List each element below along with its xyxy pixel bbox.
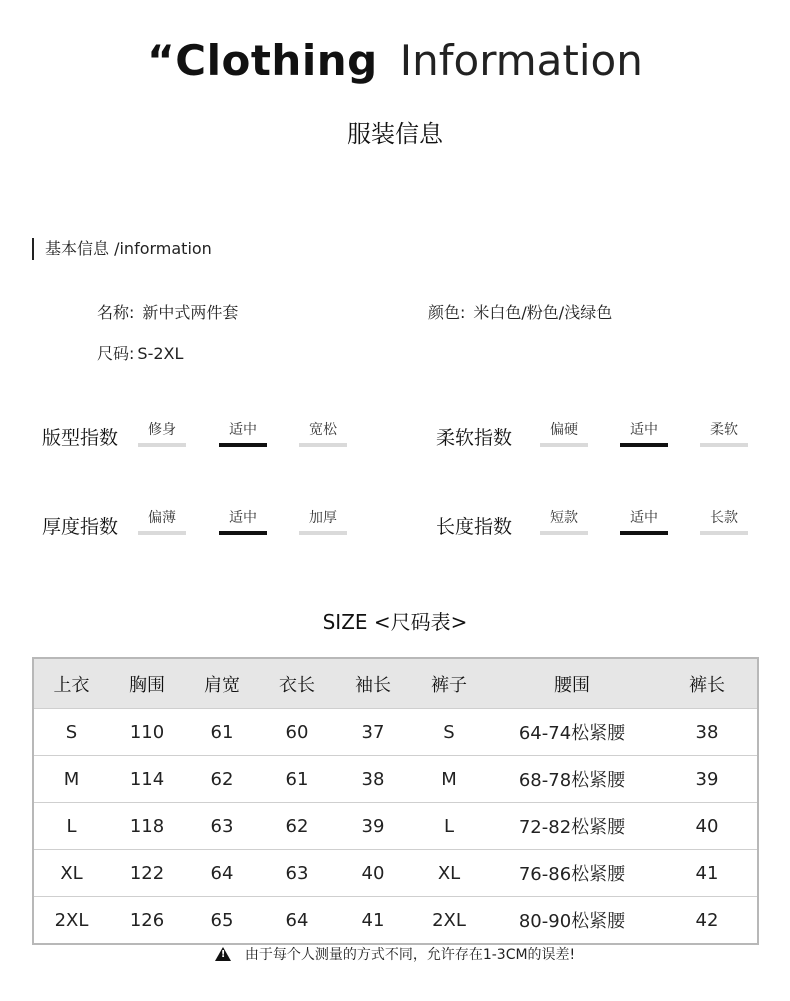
warning-triangle-icon bbox=[215, 947, 231, 961]
softness-index-label: 柔软指数 bbox=[436, 427, 513, 449]
table-cell: 126 bbox=[109, 897, 185, 945]
option-bar bbox=[620, 443, 668, 447]
color-value: 米白色/粉色/浅绿色 bbox=[473, 303, 613, 322]
table-cell: 65 bbox=[185, 897, 259, 945]
option-bar bbox=[219, 443, 267, 447]
softness-option-stiff bbox=[540, 421, 588, 447]
softness-option-medium bbox=[620, 421, 668, 447]
length-option-long bbox=[700, 509, 748, 535]
thickness-option-thick bbox=[299, 509, 347, 535]
name-value: 新中式两件套 bbox=[142, 303, 239, 322]
header-cell: 上衣 bbox=[33, 658, 109, 709]
measurement-note bbox=[0, 944, 790, 964]
table-cell: 41 bbox=[657, 850, 758, 897]
option-bar bbox=[219, 531, 267, 535]
option-text: 偏薄 bbox=[148, 510, 176, 526]
header-cell: 裤长 bbox=[657, 658, 758, 709]
option-text: 短款 bbox=[550, 510, 578, 526]
table-cell: 39 bbox=[657, 756, 758, 803]
size-chart-title: SIZE <尺码表> bbox=[322, 610, 468, 634]
size-info bbox=[97, 341, 183, 364]
table-cell: 80-90松紧腰 bbox=[487, 897, 657, 945]
table-cell: L bbox=[411, 803, 487, 850]
header-cell: 袖长 bbox=[335, 658, 411, 709]
table-cell: 64 bbox=[185, 850, 259, 897]
table-cell: 64 bbox=[259, 897, 335, 945]
length-option-short bbox=[540, 509, 588, 535]
option-bar bbox=[138, 531, 186, 535]
table-cell: 38 bbox=[335, 756, 411, 803]
option-text: 偏硬 bbox=[550, 422, 578, 438]
table-cell: 76-86松紧腰 bbox=[487, 850, 657, 897]
option-bar bbox=[700, 443, 748, 447]
table-cell: 37 bbox=[335, 709, 411, 756]
option-text: 适中 bbox=[229, 422, 257, 438]
option-text: 适中 bbox=[630, 510, 658, 526]
table-row bbox=[33, 897, 758, 945]
table-cell: L bbox=[33, 803, 109, 850]
table-cell: 64-74松紧腰 bbox=[487, 709, 657, 756]
thickness-option-medium bbox=[219, 509, 267, 535]
note-text: 由于每个人测量的方式不同，允许存在1-3CM的误差! bbox=[244, 947, 576, 963]
table-header-row bbox=[33, 658, 758, 709]
color-label: 颜色: bbox=[428, 303, 466, 322]
table-cell: 60 bbox=[259, 709, 335, 756]
table-cell: 63 bbox=[259, 850, 335, 897]
softness-option-soft bbox=[700, 421, 748, 447]
table-cell: 72-82松紧腰 bbox=[487, 803, 657, 850]
option-bar bbox=[540, 531, 588, 535]
size-label: 尺码: bbox=[97, 344, 135, 363]
table-row bbox=[33, 850, 758, 897]
table-row bbox=[33, 803, 758, 850]
page-subtitle: 服装信息 bbox=[347, 120, 443, 148]
basic-info-heading: 基本信息 /information bbox=[32, 238, 212, 260]
table-cell: S bbox=[33, 709, 109, 756]
color-info bbox=[428, 300, 612, 323]
option-text: 长款 bbox=[710, 510, 738, 526]
option-text: 适中 bbox=[229, 510, 257, 526]
length-index-label: 长度指数 bbox=[436, 516, 513, 538]
table-cell: 39 bbox=[335, 803, 411, 850]
option-bar bbox=[540, 443, 588, 447]
size-chart-table bbox=[32, 657, 759, 945]
header-cell: 肩宽 bbox=[185, 658, 259, 709]
table-cell: 40 bbox=[335, 850, 411, 897]
table-cell: M bbox=[411, 756, 487, 803]
option-bar bbox=[299, 531, 347, 535]
length-option-regular bbox=[620, 509, 668, 535]
option-text: 修身 bbox=[148, 422, 176, 438]
name-info bbox=[97, 300, 238, 323]
header-cell: 衣长 bbox=[259, 658, 335, 709]
table-cell: XL bbox=[33, 850, 109, 897]
option-text: 适中 bbox=[630, 422, 658, 438]
fit-index-label: 版型指数 bbox=[42, 427, 119, 449]
size-value: S-2XL bbox=[137, 344, 184, 363]
table-cell: 114 bbox=[109, 756, 185, 803]
table-cell: 122 bbox=[109, 850, 185, 897]
option-bar bbox=[700, 531, 748, 535]
page-title bbox=[0, 36, 790, 85]
fit-option-loose bbox=[299, 421, 347, 447]
table-cell: 2XL bbox=[33, 897, 109, 945]
table-cell: 2XL bbox=[411, 897, 487, 945]
fit-option-slim bbox=[138, 421, 186, 447]
option-text: 柔软 bbox=[710, 422, 738, 438]
table-cell: 110 bbox=[109, 709, 185, 756]
table-cell: 38 bbox=[657, 709, 758, 756]
table-cell: 42 bbox=[657, 897, 758, 945]
title-bold: “Clothing bbox=[147, 36, 378, 85]
table-row bbox=[33, 709, 758, 756]
table-row bbox=[33, 756, 758, 803]
option-text: 加厚 bbox=[309, 510, 337, 526]
title-light: Information bbox=[399, 36, 643, 85]
option-bar bbox=[138, 443, 186, 447]
table-cell: 118 bbox=[109, 803, 185, 850]
table-cell: 61 bbox=[259, 756, 335, 803]
option-text: 宽松 bbox=[309, 422, 337, 438]
fit-option-regular bbox=[219, 421, 267, 447]
table-cell: 68-78松紧腰 bbox=[487, 756, 657, 803]
table-cell: M bbox=[33, 756, 109, 803]
thickness-index-label: 厚度指数 bbox=[42, 516, 119, 538]
thickness-option-thin bbox=[138, 509, 186, 535]
header-cell: 腰围 bbox=[487, 658, 657, 709]
name-label: 名称: bbox=[97, 303, 135, 322]
table-cell: 62 bbox=[259, 803, 335, 850]
table-cell: XL bbox=[411, 850, 487, 897]
table-cell: 63 bbox=[185, 803, 259, 850]
header-cell: 胸围 bbox=[109, 658, 185, 709]
table-cell: 40 bbox=[657, 803, 758, 850]
option-bar bbox=[620, 531, 668, 535]
table-cell: 62 bbox=[185, 756, 259, 803]
table-cell: 41 bbox=[335, 897, 411, 945]
table-cell: 61 bbox=[185, 709, 259, 756]
option-bar bbox=[299, 443, 347, 447]
header-cell: 裤子 bbox=[411, 658, 487, 709]
table-cell: S bbox=[411, 709, 487, 756]
